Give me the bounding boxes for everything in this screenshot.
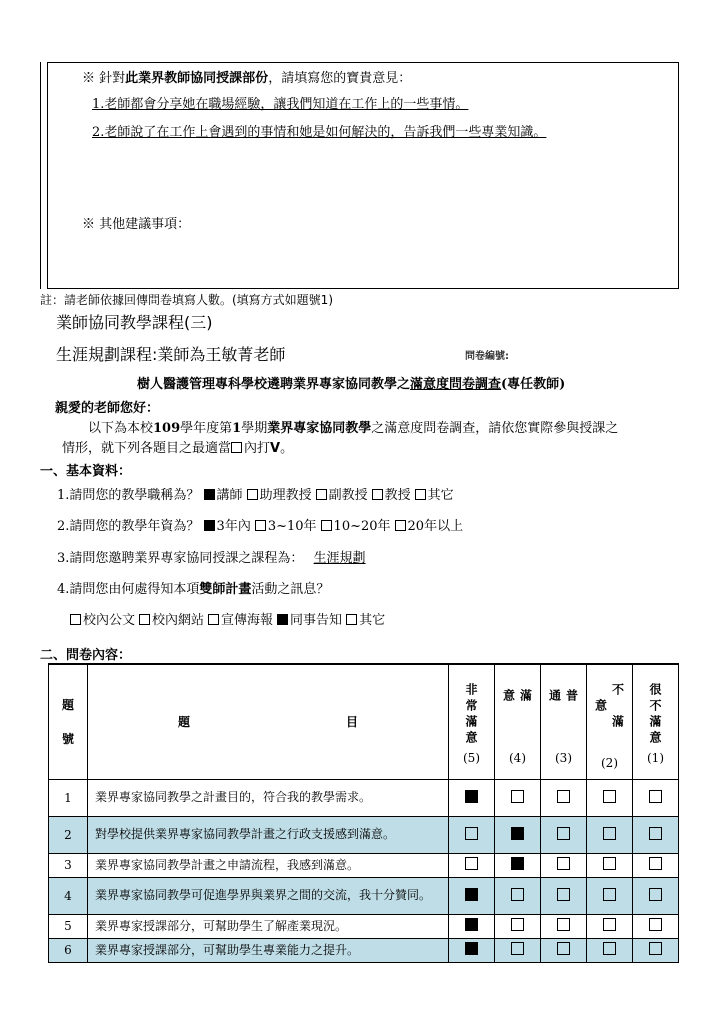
rating-cell-4[interactable] [495,914,541,938]
checkbox-icon[interactable] [557,918,570,931]
option-label: 3~10年 [267,519,317,534]
title-underlined: 滿意度問卷調查 [410,377,502,392]
rating-cell-3[interactable] [541,877,587,914]
reference-mark: ※ [82,71,96,86]
header-scale-3 [541,664,587,779]
checkbox-icon[interactable] [511,942,524,955]
header-scale-2 [587,664,633,779]
rating-cell-3[interactable] [541,938,587,962]
checkbox-icon[interactable] [557,827,570,840]
checkbox-icon[interactable] [603,827,616,840]
rating-cell-1[interactable] [633,779,679,816]
scale-4-chars: 滿意 [501,688,533,741]
checked-box-icon[interactable] [204,489,215,500]
checkbox-icon[interactable] [511,790,524,803]
comment-box [47,62,679,289]
intro-text: 以下為本校 [88,421,154,436]
question-3-answer: 生涯規劃 [313,551,366,566]
rating-cell-2[interactable] [587,816,633,853]
intro-text: 。 [280,441,294,456]
scale-1-score: (1) [647,750,664,765]
header-number-b: 號 [61,731,74,746]
intro-line-1 [88,417,618,436]
rating-cell-5[interactable] [449,877,495,914]
intro-text: 學年度第 [180,421,233,436]
other-suggestions-label [82,213,190,232]
option-label: 副教授 [328,488,368,503]
table-row [49,877,679,914]
rating-cell-2[interactable] [587,779,633,816]
rating-cell-4[interactable] [495,816,541,853]
scale-5-score: (5) [463,750,480,765]
rating-cell-1[interactable] [633,853,679,877]
option-2[interactable] [139,613,204,628]
section-questionnaire: 二、問卷內容： [40,648,132,663]
option-label: 3年內 [216,519,251,534]
rating-cell-3[interactable] [541,816,587,853]
rating-cell-3[interactable] [541,914,587,938]
option-label: 其它 [359,613,386,628]
scale-3-score: (3) [555,750,572,765]
intro-line-2 [62,437,293,456]
section-basic-info: 一、基本資料： [40,464,132,479]
header-question-a: 題 [178,715,191,730]
header-number [49,664,88,779]
rating-cell-3[interactable] [541,779,587,816]
checkbox-icon[interactable] [70,614,81,625]
rating-cell-5[interactable] [449,816,495,853]
rating-cell-4[interactable] [495,938,541,962]
option-3[interactable] [208,613,273,628]
rating-cell-4[interactable] [495,853,541,877]
option-label: 教授 [384,488,411,503]
checkbox-sample [231,442,242,453]
checkbox-icon[interactable] [603,888,616,901]
intro-year: 109 [153,421,181,436]
intro-text: 內打 [244,441,271,456]
question-2-label: 2.請問您的教學年資為？ [57,519,200,534]
checkbox-icon[interactable] [649,888,662,901]
prompt-bold: 此業界教師協同授課部份 [125,71,269,86]
table-row [49,853,679,877]
question-4-bold: 雙師計畫 [199,582,252,597]
intro-bold: 業界專家協同教學 [267,421,372,436]
option-4[interactable] [372,488,411,503]
option-label: 宣傳海報 [221,613,274,628]
checkbox-icon[interactable] [511,918,524,931]
checkbox-icon[interactable] [649,827,662,840]
checked-box-icon[interactable] [465,942,478,955]
checkbox-icon[interactable] [139,614,150,625]
option-label: 同事告知 [290,613,343,628]
row-number: 6 [49,938,88,962]
intro-text: 之滿意度問卷調查，請依您實際參與授課之 [371,421,619,436]
checkbox-icon[interactable] [649,790,662,803]
survey-number-label: 問卷編號: [465,351,509,362]
header-scale-5 [449,664,495,779]
header-question [88,664,449,779]
intro-text: 情形，就下列各題目之最適當 [62,441,232,456]
checkbox-icon[interactable] [649,857,662,870]
checked-box-icon[interactable] [511,827,524,840]
title-tail: (專任教師) [501,377,566,392]
checkbox-icon[interactable] [316,489,327,500]
satisfaction-table [48,663,679,963]
rating-cell-2[interactable] [587,877,633,914]
table-row [49,779,679,816]
option-label: 校內網站 [152,613,205,628]
row-question: 業界專家協同教學之計畫目的，符合我的教學需求。 [88,779,449,816]
option-2[interactable] [255,519,317,534]
question-1-options [204,488,458,503]
row-number: 3 [49,853,88,877]
checkbox-icon[interactable] [255,520,266,531]
question-1 [57,484,458,503]
option-label: 校內公文 [83,613,136,628]
checkbox-icon[interactable] [208,614,219,625]
question-2 [57,515,467,534]
option-2[interactable] [247,488,312,503]
question-2-options [204,519,468,534]
left-border-line [40,62,41,289]
rating-cell-2[interactable] [587,938,633,962]
rating-cell-1[interactable] [633,938,679,962]
question-3-label: 3.請問您邀聘業界專家協同授課之課程為： [57,551,304,566]
scale-4-score: (4) [509,750,526,765]
checked-box-icon[interactable] [511,857,524,870]
question-4-label-after: 活動之訊息？ [251,582,330,597]
checked-box-icon[interactable] [465,918,478,931]
rating-cell-2[interactable] [587,914,633,938]
intro-text: 學期 [241,421,268,436]
scale-2-score: (2) [601,755,618,770]
rating-cell-5[interactable] [449,779,495,816]
checkbox-icon[interactable] [603,918,616,931]
other-label-text: 其他建議事項： [99,217,191,232]
rating-cell-1[interactable] [633,914,679,938]
option-label: 10~20年 [333,519,391,534]
checkbox-icon[interactable] [465,857,478,870]
comment-answer-1: 1.老師都會分享她在職場經驗，讓我們知道在工作上的一些事情。 [92,97,469,112]
question-4 [57,578,329,597]
check-mark: V [270,441,281,456]
checked-box-icon[interactable] [277,614,288,625]
scale-1-chars: 很不滿意 [648,682,662,747]
course-title: 業師協同教學課程(三) [56,313,213,332]
scale-5-chars: 非常滿意 [464,682,478,747]
header-scale-4 [495,664,541,779]
comment-answer-2: 2.老師說了在工作上會遇到的事情和她是如何解決的，告訴我們一些專業知識。 [92,125,547,140]
rating-cell-3[interactable] [541,853,587,877]
prompt-after: ，請填寫您的寶貴意見： [268,71,412,86]
option-1[interactable] [70,613,135,628]
option-3[interactable] [321,519,391,534]
comment-prompt [82,67,411,86]
header-number-a: 題 [61,697,74,712]
option-4[interactable] [277,613,342,628]
row-question: 業界專家協同教學可促進學界與業界之間的交流，我十分贊同。 [88,877,449,914]
checked-box-icon[interactable] [465,888,478,901]
checkbox-icon[interactable] [557,857,570,870]
option-3[interactable] [316,488,368,503]
option-4[interactable] [395,519,464,534]
course-subtitle: 生涯規劃課程:業師為王敏菁老師 [56,345,286,364]
checkbox-icon[interactable] [649,918,662,931]
row-number: 5 [49,914,88,938]
row-question: 業界專家授課部分，可幫助學生專業能力之提升。 [88,938,449,962]
rating-cell-4[interactable] [495,877,541,914]
option-5[interactable] [346,613,385,628]
scale-3-chars: 普通 [547,688,579,741]
scale-2-chars: 不滿意 [593,682,625,747]
table-row [49,938,679,962]
rating-cell-5[interactable] [449,914,495,938]
title-main: 樹人醫護管理專科學校遴聘業界專家協同教學之 [137,377,411,392]
rating-cell-4[interactable] [495,779,541,816]
checkbox-icon[interactable] [557,942,570,955]
checkbox-icon[interactable] [321,520,332,531]
checkbox-icon[interactable] [415,489,426,500]
checkbox-icon[interactable] [465,827,478,840]
checked-box-icon[interactable] [204,520,215,531]
checkbox-icon[interactable] [603,790,616,803]
rating-cell-1[interactable] [633,877,679,914]
checkbox-icon[interactable] [557,888,570,901]
greeting: 親愛的老師您好： [55,401,160,416]
prompt-before: 針對 [99,71,126,86]
checkbox-icon[interactable] [372,489,383,500]
question-4-label: 4.請問您由何處得知本項 [57,582,200,597]
checked-box-icon[interactable] [465,790,478,803]
row-number: 2 [49,816,88,853]
rating-cell-1[interactable] [633,816,679,853]
rating-cell-5[interactable] [449,853,495,877]
row-question: 業界專家協同教學計畫之申請流程，我感到滿意。 [88,853,449,877]
option-label: 其它 [427,488,454,503]
header-question-b: 目 [345,715,358,730]
checkbox-icon[interactable] [603,942,616,955]
checkbox-icon[interactable] [603,857,616,870]
row-question: 對學校提供業界專家協同教學計畫之行政支援感到滿意。 [88,816,449,853]
checkbox-icon[interactable] [395,520,406,531]
intro-semester: 1 [232,421,242,436]
checkbox-icon[interactable] [557,790,570,803]
option-1[interactable] [204,519,251,534]
row-number: 4 [49,877,88,914]
reference-mark: ※ [82,217,96,232]
table-row [49,816,679,853]
question-3 [57,547,372,566]
note: 註：請老師依據回傳問卷填寫人數。(填寫方式如題號1) [40,293,334,307]
option-label: 20年以上 [407,519,464,534]
question-1-label: 1.請問您的教學職稱為？ [57,488,200,503]
row-number: 1 [49,779,88,816]
option-label: 助理教授 [259,488,312,503]
table-row [49,914,679,938]
row-question: 業界專家授課部分，可幫助學生了解產業現況。 [88,914,449,938]
option-label: 講師 [216,488,243,503]
question-4-options [70,609,389,628]
document-title [137,373,565,392]
checkbox-icon[interactable] [346,614,357,625]
rating-cell-2[interactable] [587,853,633,877]
checkbox-icon[interactable] [247,489,258,500]
rating-cell-5[interactable] [449,938,495,962]
option-1[interactable] [204,488,243,503]
header-scale-1 [633,664,679,779]
checkbox-icon[interactable] [649,942,662,955]
option-5[interactable] [415,488,454,503]
checkbox-icon[interactable] [511,888,524,901]
